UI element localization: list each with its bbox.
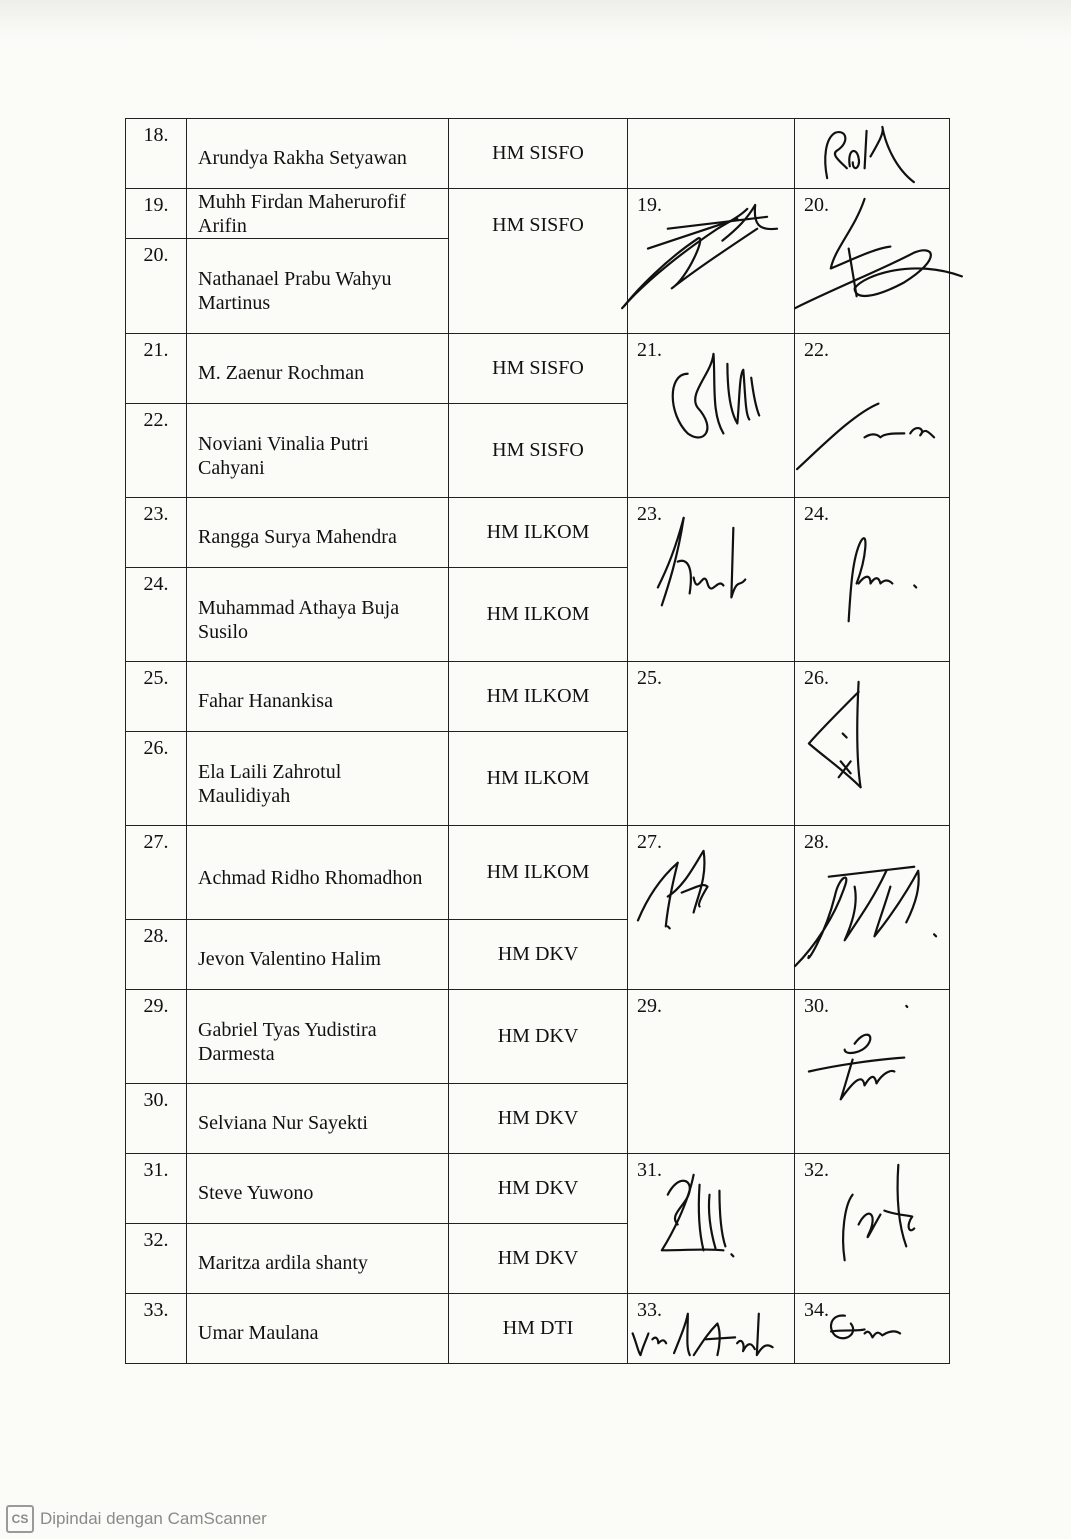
row-number: 32. [126,1224,187,1294]
signature-number: 22. [804,339,829,361]
row-number: 30. [126,1084,187,1154]
signature-number: 29. [637,995,662,1017]
table-row [126,826,950,920]
signature-cell [795,498,950,662]
signature-cell [795,826,950,990]
signature-number: 28. [804,831,829,853]
row-number: 31. [126,1154,187,1224]
organization: HM DKV [449,1084,628,1154]
signature-cell [628,334,795,498]
participant-name: Steve Yuwono [187,1154,449,1224]
signature-number: 25. [637,667,662,689]
organization: HM DKV [449,1154,628,1224]
participant-name: Nathanael Prabu Wahyu Martinus [187,239,449,334]
signature-number: 21. [637,339,662,361]
table-row [126,334,950,404]
signature-number: 23. [637,503,662,525]
organization: HM SISFO [449,404,628,498]
signature-21 [628,334,794,497]
signature-cell [628,189,795,334]
table-row [126,119,950,189]
signature-23 [628,498,794,661]
row-number: 22. [126,404,187,498]
signature-cell [628,1154,795,1294]
organization: HM SISFO [449,334,628,404]
participant-name: Muhammad Athaya Buja Susilo [187,568,449,662]
organization: HM DKV [449,920,628,990]
signature-number: 30. [804,995,829,1017]
signature-number: 32. [804,1159,829,1181]
signature-32 [795,1154,949,1293]
row-number: 19. [126,189,187,239]
signature-number: 20. [804,194,829,216]
participant-name: Selviana Nur Sayekti [187,1084,449,1154]
row-number: 27. [126,826,187,920]
signature-number: 27. [637,831,662,853]
signature-cell [628,1294,795,1364]
organization: HM DKV [449,1224,628,1294]
participant-name: Ela Laili Zahrotul Maulidiyah [187,732,449,826]
signature-number: 26. [804,667,829,689]
signature-cell [795,990,950,1154]
participant-name: Noviani Vinalia Putri Cahyani [187,404,449,498]
signature-28 [795,826,949,989]
signature-number: 19. [637,194,662,216]
signature-cell [795,1154,950,1294]
signature-cell [795,119,950,189]
participant-name: Gabriel Tyas Yudistira Darmesta [187,990,449,1084]
signature-20 [795,189,949,333]
signature-number: 24. [804,503,829,525]
signature-27 [628,826,794,989]
signature-26 [795,662,949,825]
participant-name: M. Zaenur Rochman [187,334,449,404]
table-row [126,662,950,732]
participant-name: Fahar Hanankisa [187,662,449,732]
participant-name: Achmad Ridho Rhomadhon [187,826,449,920]
row-number: 18. [126,119,187,189]
signature-cell [795,662,950,826]
signature-24 [795,498,949,661]
signature-cell [795,334,950,498]
signature-22 [795,334,949,497]
participant-name: Muhh Firdan Maherurofif Arifin [187,189,449,239]
row-number: 26. [126,732,187,826]
signature-30 [795,990,949,1153]
row-number: 20. [126,239,187,334]
organization: HM ILKOM [449,568,628,662]
camscanner-logo-icon: CS [6,1505,34,1533]
signature-cell [628,826,795,990]
signature-number: 31. [637,1159,662,1181]
participant-name: Rangga Surya Mahendra [187,498,449,568]
signature-number: 34. [804,1299,829,1321]
participant-name: Umar Maulana [187,1294,449,1364]
scanner-watermark [6,1505,267,1533]
row-number: 28. [126,920,187,990]
participant-name: Jevon Valentino Halim [187,920,449,990]
organization: HM ILKOM [449,826,628,920]
organization: HM DTI [449,1294,628,1364]
organization: HM DKV [449,990,628,1084]
participant-name: Arundya Rakha Setyawan [187,119,449,189]
organization: HM ILKOM [449,732,628,826]
table-row [126,498,950,568]
row-number: 23. [126,498,187,568]
table-row [126,1294,950,1364]
scan-shading [0,0,1071,40]
table-row [126,990,950,1084]
signature-number: 33. [637,1299,662,1321]
signature-cell-empty [628,119,795,189]
signature-cell [628,662,795,826]
organization: HM ILKOM [449,498,628,568]
signature-cell [795,189,950,334]
signature-31 [628,1154,794,1293]
organization-label: HM SISFO [492,214,584,236]
row-number: 24. [126,568,187,662]
row-number: 29. [126,990,187,1084]
signature-33 [628,1294,794,1363]
signature-cell [628,990,795,1154]
scanner-watermark-text: Dipindai dengan CamScanner [40,1509,267,1528]
signature-cell [628,498,795,662]
signature-34 [795,1294,949,1363]
organization [449,189,628,334]
table-row [126,1154,950,1224]
signature-19 [628,189,794,333]
row-number: 25. [126,662,187,732]
signature-18 [795,119,949,188]
signature-cell [795,1294,950,1364]
row-number: 33. [126,1294,187,1364]
attendance-table [125,118,950,1364]
row-number: 21. [126,334,187,404]
table-row [126,189,950,239]
participant-name: Maritza ardila shanty [187,1224,449,1294]
organization: HM SISFO [449,119,628,189]
organization: HM ILKOM [449,662,628,732]
